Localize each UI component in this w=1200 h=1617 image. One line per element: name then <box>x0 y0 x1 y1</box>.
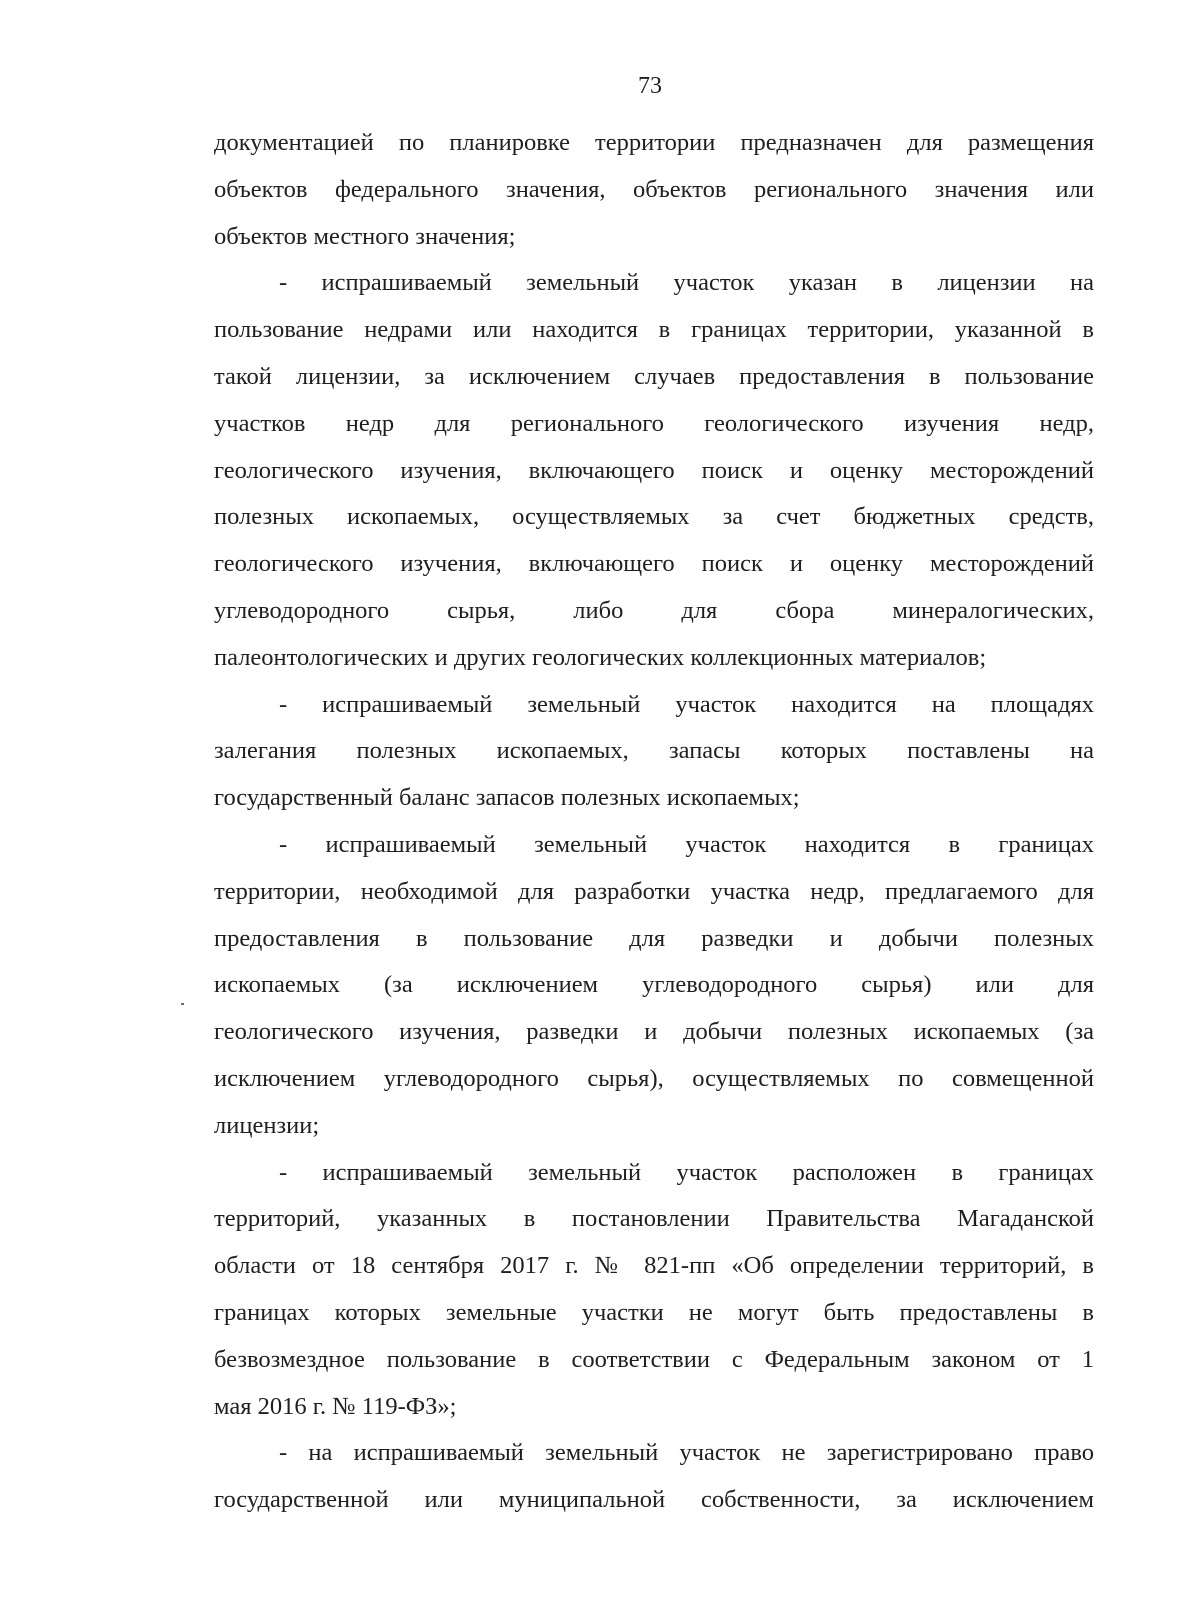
paragraph <box>214 822 1094 1150</box>
text-line: объектов местного значения; <box>214 222 516 250</box>
text-line: палеонтологических и других геологических коллекционных материалов; <box>214 643 987 671</box>
text-line: территории, необходимой для разработки участка недр, предлагаемого для <box>214 877 1094 905</box>
text-line: - испрашиваемый земельный участок указан в лицензии на <box>279 269 1094 297</box>
text-line: полезных ископаемых, осуществляемых за счет бюджетных средств, <box>214 503 1094 531</box>
paragraph <box>214 1430 1094 1524</box>
text-line: - на испрашиваемый земельный участок не зарегистрировано право <box>279 1439 1094 1467</box>
text-line: ископаемых (за исключением углеводородного сырья) или для <box>214 971 1094 999</box>
text-line: залегания полезных ископаемых, запасы которых поставлены на <box>214 737 1094 765</box>
text-line: - испрашиваемый земельный участок расположен в границах <box>279 1158 1094 1186</box>
text-line: лицензии; <box>214 1111 320 1139</box>
text-line: документацией по планировке территории предназначен для размещения <box>214 129 1094 156</box>
text-line: углеводородного сырья, либо для сбора минералогических, <box>214 596 1094 624</box>
scan-artifact <box>181 1003 184 1005</box>
text-line: безвозмездное пользование в соответствии с Федеральным законом от 1 <box>214 1345 1094 1373</box>
text-line: геологического изучения, включающего поиск и оценку месторождений <box>214 550 1094 578</box>
text-line: области от 18 сентября 2017 г. № 821-пп «Об определении территорий, в <box>214 1252 1094 1280</box>
page-number: 73 <box>638 73 662 99</box>
text-line: геологического изучения, разведки и добычи полезных ископаемых (за <box>214 1018 1094 1046</box>
text-line: государственный баланс запасов полезных ископаемых; <box>214 784 800 812</box>
text-line: территорий, указанных в постановлении Правительства Магаданской <box>214 1205 1094 1233</box>
text-line: границах которых земельные участки не могут быть предоставлены в <box>214 1298 1094 1326</box>
document-body <box>214 120 1094 1524</box>
text-line: геологического изучения, включающего поиск и оценку месторождений <box>214 456 1094 484</box>
paragraph <box>214 682 1094 822</box>
text-line: - испрашиваемый земельный участок находится на площадях <box>279 690 1094 718</box>
text-line: предоставления в пользование для разведки и добычи полезных <box>214 924 1094 952</box>
text-line: - испрашиваемый земельный участок находится в границах <box>279 830 1094 858</box>
text-line: такой лицензии, за исключением случаев предоставления в пользование <box>214 362 1094 390</box>
text-line: государственной или муниципальной собственности, за исключением <box>214 1486 1094 1514</box>
text-line: мая 2016 г. № 119-ФЗ»; <box>214 1392 457 1420</box>
text-line: исключением углеводородного сырья), осуществляемых по совмещенной <box>214 1064 1094 1092</box>
text-line: участков недр для регионального геологического изучения недр, <box>214 409 1094 437</box>
text-line: пользование недрами или находится в границах территории, указанной в <box>214 316 1094 344</box>
paragraph <box>214 120 1094 260</box>
paragraph <box>214 260 1094 681</box>
paragraph <box>214 1150 1094 1431</box>
text-line: объектов федерального значения, объектов регионального значения или <box>214 175 1094 203</box>
